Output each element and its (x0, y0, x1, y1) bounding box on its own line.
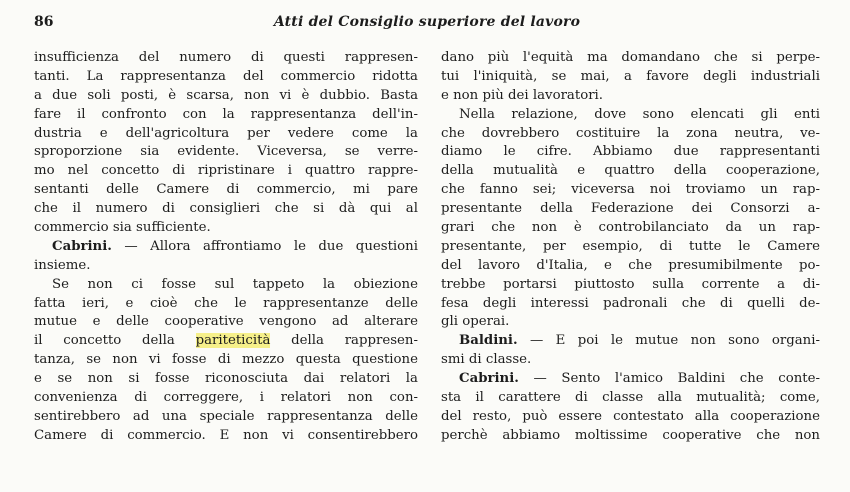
speaker-name: Cabrini. (459, 371, 519, 387)
speech-text: — Allora affrontiamo le due questioni (111, 238, 418, 254)
text-line: e non più dei lavoratori. (441, 87, 604, 103)
right-column (441, 49, 820, 446)
text-line: fesa degli interessi padronali che di quelli de- (441, 295, 820, 311)
text-line: sproporzione sia evidente. Viceversa, se verre- (34, 144, 418, 160)
text-line: Nella relazione, dove sono elencati gli enti (459, 106, 820, 122)
text-line: e se non si fosse riconosciuta dai relatori la (34, 371, 418, 387)
text-line: mo nel concetto di ripristinare i quattro rappre- (34, 163, 418, 179)
text-line: della mutualità e quattro della cooperazione, (441, 163, 820, 179)
text-line: smi di classe. (441, 352, 532, 368)
text-line: tanti. La rappresentanza del commercio ridotta (34, 68, 418, 84)
text-line: gli operai. (441, 314, 510, 330)
text-line: tanza, se non vi fosse di mezzo questa questione (34, 352, 418, 368)
speaker-name: Baldini. (459, 333, 518, 349)
speech-line (441, 370, 820, 389)
text-line: presentante della Federazione dei Consorzi a- (441, 201, 820, 217)
left-column (34, 49, 418, 446)
text-line: grari che non è controbilanciato da un rap- (441, 220, 820, 236)
text-line: fatta ieri, e cioè che le rappresentanze delle (34, 295, 418, 311)
text-line: presentante, per esempio, di tutte le Camere (441, 238, 820, 254)
text-line: del resto, può essere contestato alla cooperazione (441, 408, 820, 424)
page-number: 86 (34, 14, 54, 30)
text-line: insieme. (34, 257, 91, 273)
text-line: dustria e dell'agricoltura per vedere come la (34, 125, 418, 141)
text-line: fare il confronto con la rappresentanza dell'in- (34, 106, 418, 122)
speech-text: — E poi le mutue non sono organi- (517, 333, 820, 349)
speaker-name: Cabrini. (52, 238, 112, 254)
text-line: che dovrebbero costituire la zona neutra, ve- (441, 125, 820, 141)
text-line-highlighted (34, 332, 418, 351)
text-line: Se non ci fosse sul tappeto la obiezione (52, 276, 418, 292)
text-line: convenienza di correggere, i relatori non con- (34, 390, 418, 406)
text-line: sentanti delle Camere di commercio, mi pare (34, 182, 418, 198)
text-fragment: il concetto della (34, 333, 196, 349)
text-line: tui l'iniquità, se mai, a favore degli industriali (441, 68, 820, 84)
speech-text: — Sento l'amico Baldini che conte- (518, 371, 820, 387)
speech-line (34, 238, 418, 257)
text-line: dano più l'equità ma domandano che si perpe- (441, 50, 820, 65)
text-line: mutue e delle cooperative vengono ad alterare (34, 314, 418, 330)
text-line: perchè abbiamo moltissime cooperative che non (441, 427, 820, 443)
page-header (34, 14, 820, 38)
text-line: trebbe portarsi piuttosto sulla corrente a di- (441, 276, 820, 292)
text-line: a due soli posti, è scarsa, non vi è dubbio. Basta (34, 87, 418, 103)
text-line: sentirebbero ad una speciale rappresentanza delle (34, 408, 418, 424)
text-line: sta il carattere di classe alla mutualità; come, (441, 390, 820, 406)
speech-line (441, 332, 820, 351)
text-line: che fanno sei; viceversa noi troviamo un rap- (441, 182, 820, 198)
running-title: Atti del Consiglio superiore del lavoro (273, 14, 581, 30)
text-fragment: della rappresen- (270, 333, 418, 349)
text-line: insufficienza del numero di questi rappresen- (34, 50, 418, 65)
text-line: diamo le cifre. Abbiamo due rappresentanti (441, 144, 820, 160)
text-line: commercio sia sufficiente. (34, 220, 211, 236)
text-line: del lavoro d'Italia, e che presumibilmente po- (441, 257, 820, 273)
highlighted-word: pariteticità (195, 333, 271, 349)
text-line: Camere di commercio. E non vi consentirebbero (34, 427, 418, 443)
text-line: che il numero di consiglieri che si dà qui al (34, 201, 418, 217)
